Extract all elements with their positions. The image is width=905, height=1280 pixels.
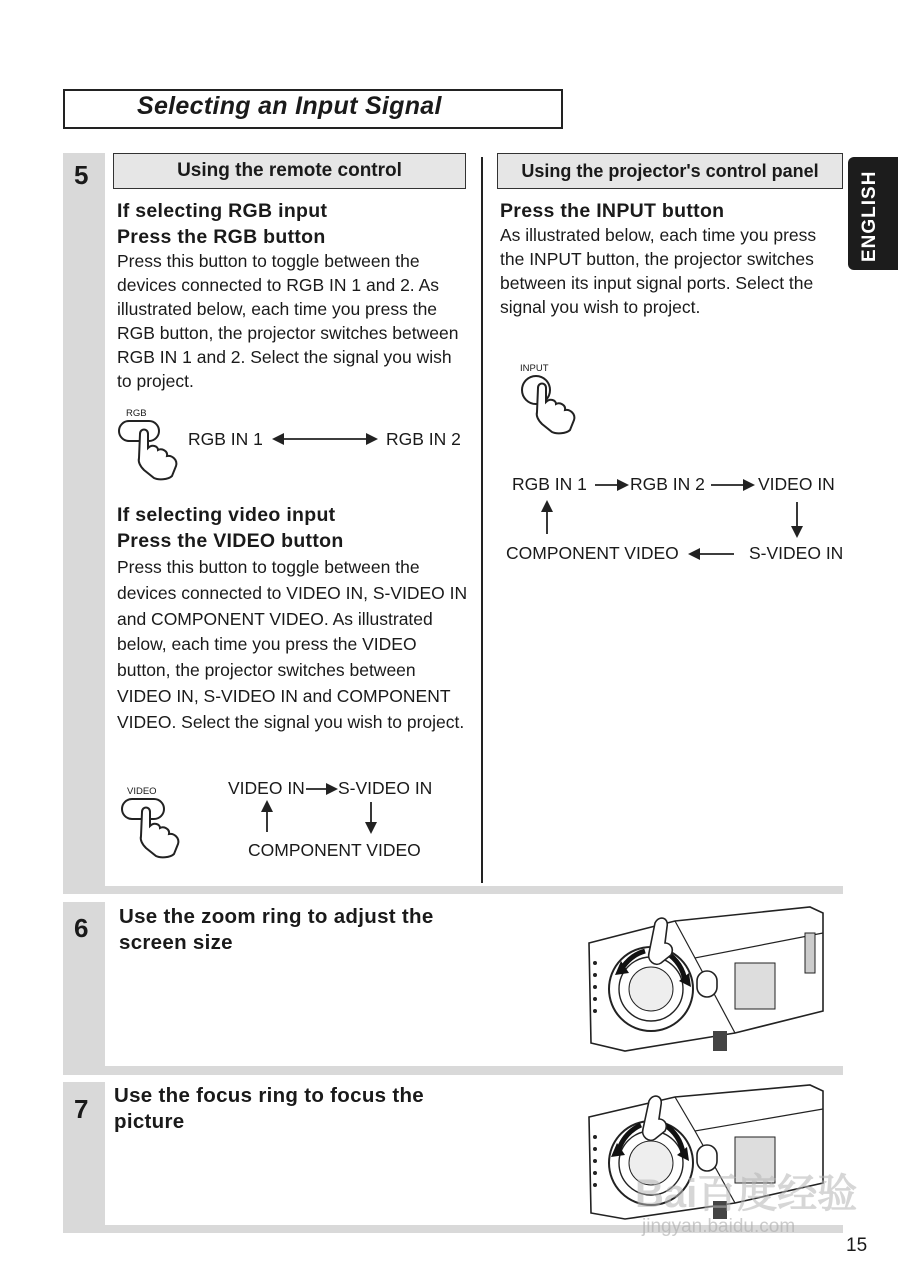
arrow-up-icon xyxy=(538,500,556,536)
pressing-hand-icon xyxy=(114,796,194,860)
arrow-left-icon xyxy=(688,545,736,563)
step-7-heading-line-1: Use the focus ring to focus the xyxy=(114,1084,424,1107)
step-6-heading-line-2: screen size xyxy=(119,931,233,954)
rgb-flow-rgb-in-1: RGB IN 1 xyxy=(188,429,263,449)
rgb-button-label: RGB xyxy=(126,408,147,419)
watermark-url: jingyan.baidu.com xyxy=(642,1216,796,1237)
pressing-hand-icon xyxy=(112,418,192,482)
double-arrow-icon xyxy=(272,430,378,448)
arrow-right-icon xyxy=(593,476,629,494)
arrow-right-icon xyxy=(304,780,338,798)
control-panel-header-label: Using the projector's control panel xyxy=(521,160,819,181)
arrow-right-icon xyxy=(709,476,755,494)
step-6-number: 6 xyxy=(74,913,89,943)
page-number: 15 xyxy=(846,1235,868,1256)
step-5-number: 5 xyxy=(74,160,89,190)
rgb-heading-2: Press the RGB button xyxy=(117,226,326,248)
pressing-hand-icon xyxy=(510,372,590,436)
video-body-text: Press this button to toggle between the devices connected to VIDEO IN, S-VIDEO IN and COMPONENT VIDEO. As illustrated below, each time you press the VIDEO button, the projector switches between VIDEO IN, S-VIDEO IN and COMPONENT VIDEO. Select the signal you wish to project. xyxy=(117,557,468,732)
input-flow-rgb-in-1: RGB IN 1 xyxy=(512,474,587,494)
video-flow-component-video: COMPONENT VIDEO xyxy=(248,840,421,860)
step-7-heading-line-2: picture xyxy=(114,1110,185,1133)
watermark-logo: Bai百度经验 xyxy=(635,1172,858,1216)
input-body-text: As illustrated below, each time you press the INPUT button, the projector switches between its input signal ports. Select the signal you wish to project. xyxy=(500,225,817,317)
video-flow-video-in: VIDEO IN xyxy=(228,778,305,798)
language-tab-label: ENGLISH xyxy=(859,170,880,262)
step-6-heading-line-1: Use the zoom ring to adjust the xyxy=(119,905,434,928)
rgb-flow-rgb-in-2: RGB IN 2 xyxy=(386,429,461,449)
video-button-label: VIDEO xyxy=(127,786,157,797)
video-flow-s-video-in: S-VIDEO IN xyxy=(338,778,433,798)
input-flow-rgb-in-2: RGB IN 2 xyxy=(630,474,705,494)
remote-control-header xyxy=(113,153,466,189)
input-heading: Press the INPUT button xyxy=(500,200,725,222)
rgb-heading-1: If selecting RGB input xyxy=(117,200,328,222)
arrow-down-icon xyxy=(362,800,380,834)
step-7-number: 7 xyxy=(74,1094,89,1124)
input-flow-video-in: VIDEO IN xyxy=(758,474,835,494)
column-divider xyxy=(481,157,483,883)
page-title: Selecting an Input Signal xyxy=(137,92,442,120)
rgb-body-text: Press this button to toggle between the devices connected to RGB IN 1 and 2. As illustrated below, each time you press the RGB button, the projector switches between RGB IN 1 and 2. Select the signal you wish to project. xyxy=(117,251,459,391)
arrow-up-icon xyxy=(258,800,276,834)
remote-control-header-label: Using the remote control xyxy=(177,160,402,181)
arrow-down-icon xyxy=(788,500,806,538)
input-button-label: INPUT xyxy=(520,363,549,374)
video-heading-2: Press the VIDEO button xyxy=(117,530,344,552)
projector-zoom-ring-illustration xyxy=(585,903,825,1058)
input-flow-s-video-in: S-VIDEO IN xyxy=(749,543,844,563)
control-panel-header xyxy=(497,153,843,189)
input-flow-component-video: COMPONENT VIDEO xyxy=(506,543,679,563)
video-heading-1: If selecting video input xyxy=(117,504,336,526)
